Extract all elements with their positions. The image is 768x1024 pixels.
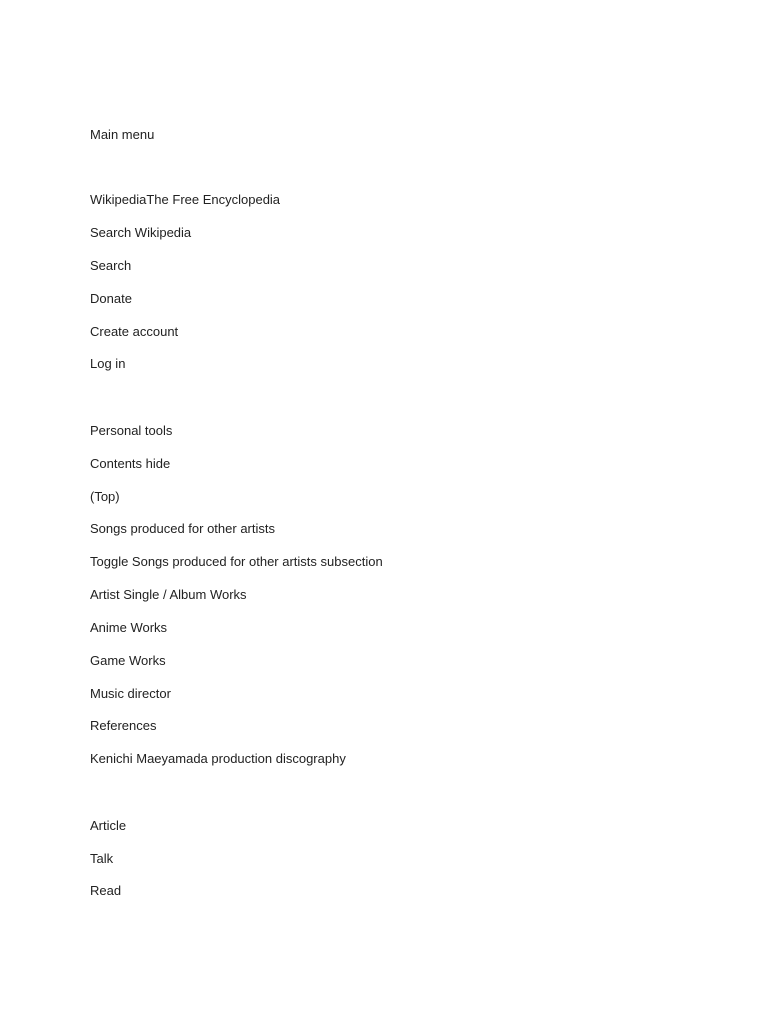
toc-item-songs-produced[interactable]: Songs produced for other artists	[90, 521, 275, 536]
logo-tagline: The Free Encyclopedia	[146, 192, 281, 207]
tab-article[interactable]: Article	[90, 818, 127, 833]
tab-talk[interactable]: Talk	[90, 851, 114, 866]
page-title: Kenichi Maeyamada production discography	[90, 751, 346, 766]
create-account-link[interactable]: Create account	[90, 324, 179, 339]
search-input[interactable]: Search Wikipedia	[90, 225, 192, 240]
toc-item-top[interactable]: (Top)	[90, 489, 120, 504]
toc-item-references[interactable]: References	[90, 718, 157, 733]
donate-link[interactable]: Donate	[90, 291, 132, 306]
toc-item-game-works[interactable]: Game Works	[90, 653, 166, 668]
toc-item-artist-works[interactable]: Artist Single / Album Works	[90, 587, 247, 602]
tab-read[interactable]: Read	[90, 883, 122, 898]
log-in-link[interactable]: Log in	[90, 356, 126, 371]
toc-toggle-songs-subsection[interactable]: Toggle Songs produced for other artists subsection	[90, 554, 383, 569]
toc-heading[interactable]: Contents hide	[90, 456, 171, 471]
personal-tools-button[interactable]: Personal tools	[90, 423, 173, 438]
logo-wordmark: Wikipedia	[90, 192, 147, 207]
wikipedia-logo[interactable]	[90, 192, 280, 208]
main-menu-button[interactable]: Main menu	[90, 127, 155, 142]
search-button[interactable]: Search	[90, 258, 132, 273]
toc-item-music-director[interactable]: Music director	[90, 686, 171, 701]
toc-item-anime-works[interactable]: Anime Works	[90, 620, 168, 635]
